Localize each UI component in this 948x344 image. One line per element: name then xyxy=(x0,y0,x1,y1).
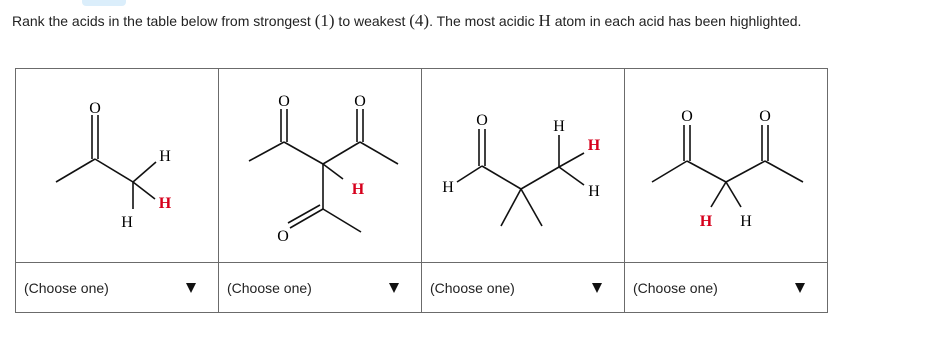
acid-4-atom-h1-highlighted: H xyxy=(699,213,713,230)
acid-3-atom-h2: H xyxy=(553,118,565,135)
triangle-down-icon xyxy=(186,283,196,293)
acid-2-atom-o3: O xyxy=(277,228,289,245)
acid-3-atom-o1: O xyxy=(476,112,488,129)
acid-1-atom-h3: H xyxy=(121,214,133,231)
acid-3-atom-h4: H xyxy=(588,183,600,200)
acid-1-rank-select[interactable] xyxy=(24,275,196,301)
acid-1-atom-h1: H xyxy=(159,148,171,165)
acid-2-atom-h1-highlighted: H xyxy=(351,181,365,198)
triangle-down-icon xyxy=(795,283,805,293)
acid-2-atom-o1: O xyxy=(278,93,290,110)
question-prompt: Rank the acids in the table below from strongest (1) to weakest (4). The most acidic H atom in each acid has been highlighted. xyxy=(12,11,802,30)
acid-4-atom-o1: O xyxy=(681,108,693,125)
triangle-down-icon xyxy=(592,283,602,293)
acid-2-structure xyxy=(219,69,421,262)
acid-4-select-cell xyxy=(625,263,828,313)
structures-row xyxy=(16,69,828,263)
acid-2-structure-cell xyxy=(219,69,422,263)
acid-1-structure xyxy=(16,69,218,262)
acid-3-structure xyxy=(422,69,624,262)
acid-3-rank-select[interactable] xyxy=(430,275,602,301)
acid-1-select-cell xyxy=(16,263,219,313)
acid-3-atom-h3-highlighted: H xyxy=(587,137,601,154)
acid-1-rank-value: (Choose one) xyxy=(24,279,109,296)
acid-3-structure-cell xyxy=(422,69,625,263)
acid-3-rank-value: (Choose one) xyxy=(430,279,515,296)
acid-4-rank-value: (Choose one) xyxy=(633,279,718,296)
acid-2-rank-select[interactable] xyxy=(227,275,399,301)
acid-4-atom-o2: O xyxy=(759,108,771,125)
acid-3-atom-h1: H xyxy=(442,179,454,196)
acid-2-select-cell xyxy=(219,263,422,313)
acids-table xyxy=(15,68,828,313)
acid-2-atom-o2: O xyxy=(354,93,366,110)
acid-1-atom-h2-highlighted: H xyxy=(158,195,172,212)
rank-select-row xyxy=(16,263,828,313)
acid-4-structure xyxy=(625,69,827,262)
triangle-down-icon xyxy=(389,283,399,293)
acid-4-structure-cell xyxy=(625,69,828,263)
acid-1-structure-cell xyxy=(16,69,219,263)
acid-3-select-cell xyxy=(422,263,625,313)
acid-4-rank-select[interactable] xyxy=(633,275,805,301)
acid-2-rank-value: (Choose one) xyxy=(227,279,312,296)
acid-4-atom-h2: H xyxy=(740,213,752,230)
acid-1-atom-o1: O xyxy=(89,100,101,117)
tab-indicator xyxy=(82,0,126,6)
